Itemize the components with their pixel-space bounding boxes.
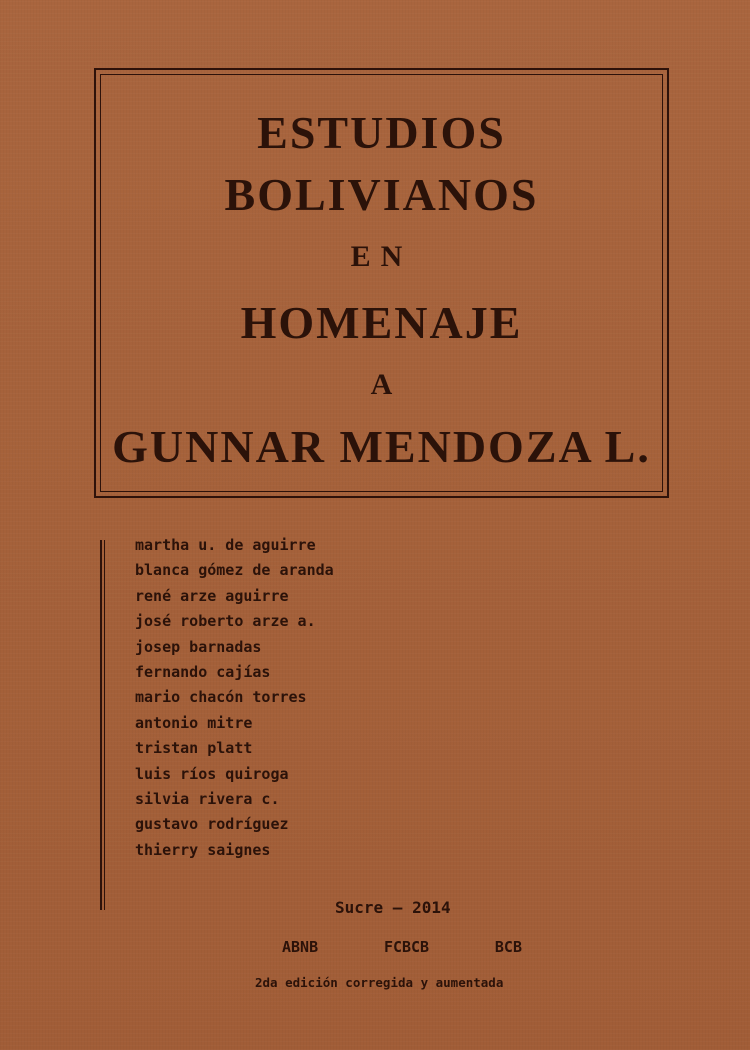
edition-note: 2da edición corregida y aumentada [255,975,504,990]
publisher-abnb: ABNB [282,938,319,956]
author-item: silvia rivera c. [135,789,280,808]
publisher-bcb: BCB [494,938,522,956]
author-item: josep barnadas [135,637,262,656]
authors-rule [100,540,105,910]
author-item: rené arze aguirre [135,586,289,605]
title-line-2: BOLIVIANOS [224,169,539,220]
author-item: blanca gómez de aranda [135,561,334,580]
author-item: mario chacón torres [135,688,307,707]
author-item: thierry saignes [135,840,271,859]
place-year: Sucre — 2014 [335,898,451,917]
author-item: luis ríos quiroga [135,764,289,783]
title-line-3: EN [350,240,413,273]
publishers [282,938,522,956]
author-item: antonio mitre [135,713,253,732]
author-item: fernando cajías [135,662,271,681]
title-line-4: HOMENAJE [240,297,523,348]
author-item: tristan platt [135,739,253,758]
authors-list [135,533,334,863]
title-line-6: GUNNAR MENDOZA L. [112,421,651,472]
author-item: josé roberto arze a. [135,612,316,631]
title-line-1: ESTUDIOS [257,107,506,158]
publisher-fcbcb: FCBCB [383,938,430,956]
author-item: martha u. de aguirre [135,536,316,554]
title-line-5: A [370,368,393,401]
author-item: gustavo rodríguez [135,815,289,834]
